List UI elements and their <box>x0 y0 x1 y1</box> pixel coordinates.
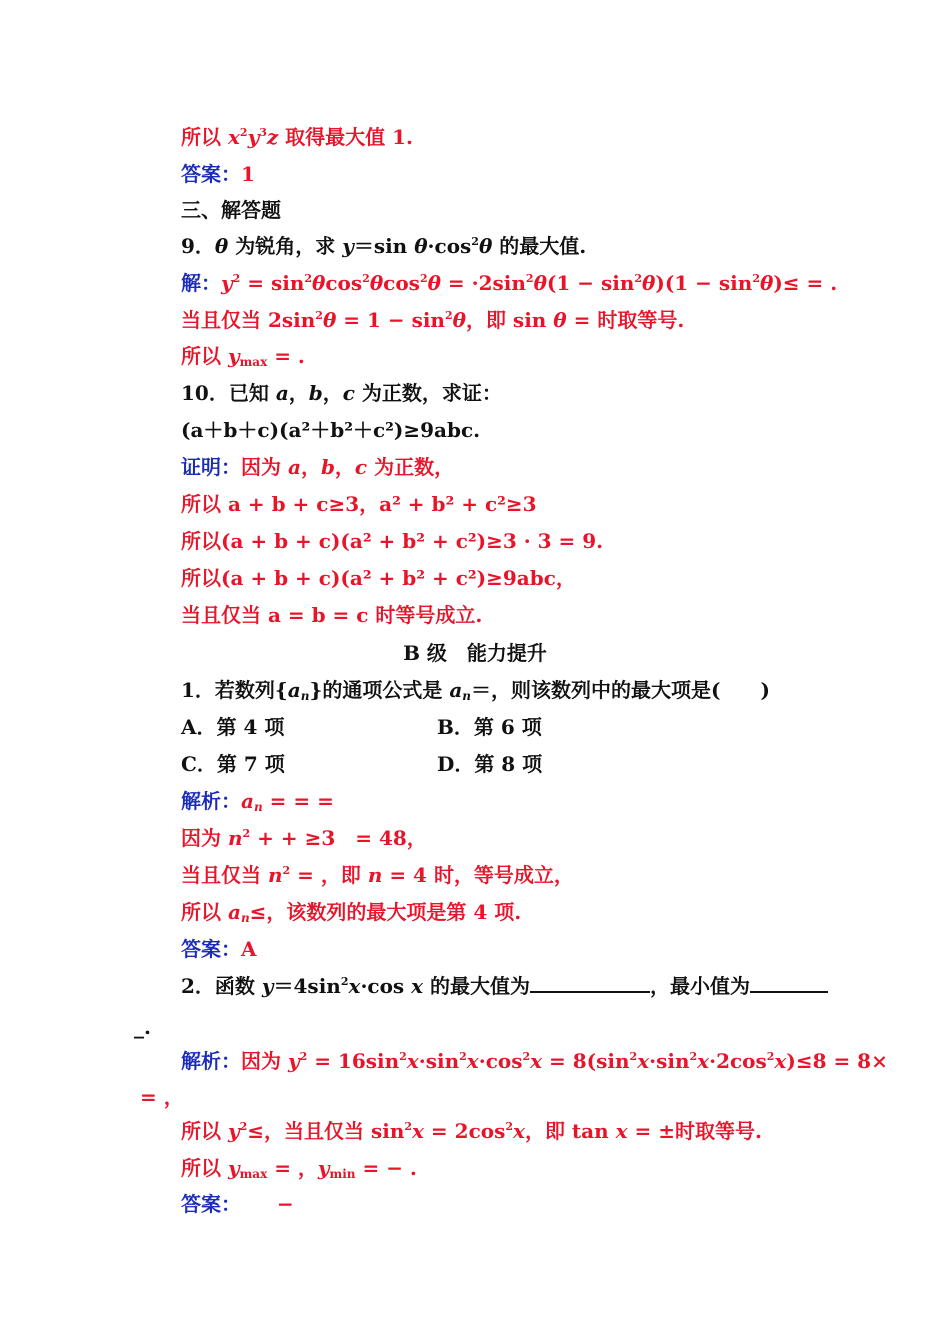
q10-proof-start: 证明：因为 a，b，c 为正数， <box>181 455 455 479</box>
b1-analysis-line-2: 因为 $n^2$ + + ≥3 = 48， <box>181 826 427 850</box>
q10-proof-line-2: 所以(a + b + c)(a² + b² + c²)≥3 · 3 = 9. <box>181 529 604 553</box>
q9-solution: 解：$y^2 = \sin^2\theta\cos^2\theta\cos^2\theta = \cdot 2\sin^2\theta(1 - \sin^2\theta)(1 - \sin^2\theta)\le$ = . <box>181 271 838 295</box>
prev-conclusion-line: 所以 $x^2y^3z$ 取得最大值 1. <box>181 125 414 149</box>
q10-proof-line-1: 所以 a + b + c≥3，a² + b² + c²≥3 <box>181 492 537 516</box>
b1-analysis-line-1: 解析：$a_n$ = = = <box>181 789 334 814</box>
q9-max-line: 所以 $y_{max}$ = . <box>181 344 305 369</box>
level-b-heading: B 级 能力提升 <box>403 641 547 665</box>
b1-stem: 1．若数列$\{a_n\}$的通项公式是 $a_n=$，则该数列中的最大项是( ) <box>181 678 770 703</box>
b2-analysis-wrap: = ， <box>140 1085 184 1109</box>
q10-inequality: (a＋b＋c)(a²＋b²＋c²)≥9abc. <box>181 418 481 442</box>
b2-stem-tail: _. <box>134 1015 151 1039</box>
q10-stem: 10．已知 a，b，c 为正数，求证： <box>181 381 502 405</box>
b1-answer-line: 答案：A <box>181 937 257 961</box>
b1-option-b: B．第 6 项 <box>437 715 542 739</box>
b2-analysis-line-2: 所以 $y^2\le$，当且仅当 $\sin^2x = 2\cos^2x$，即 tan x = ±时取等号. <box>181 1119 762 1143</box>
b2-analysis-line-3: 所以 $y_{max}$ = ，$y_{min}$ = − . <box>181 1156 417 1181</box>
section-heading: 三、解答题 <box>181 198 281 222</box>
b1-analysis-line-4: 所以 $a_n\le$，该数列的最大项是第 4 项. <box>181 900 522 925</box>
q9-stem: 9．θ 为锐角，求 y＝sin $\theta\cdot\cos^2\theta$ 的最大值. <box>181 234 587 258</box>
blank-min <box>750 987 828 993</box>
b2-answer-line: 答案： − <box>181 1192 294 1216</box>
q9-equality-condition: 当且仅当 $2\sin^2\theta = 1 - \sin^2\theta$，即 sin θ = 时取等号. <box>181 308 685 332</box>
b1-option-c: C．第 7 项 <box>181 752 285 776</box>
q10-proof-line-4: 当且仅当 a = b = c 时等号成立. <box>181 603 483 627</box>
b2-analysis-line-1: 解析：因为 $y^2 = 16\sin^2x\cdot\sin^2x\cdot\cos^2x = 8(\sin^2x\cdot\sin^2x\cdot 2\cos^2x)\le 8 = 8\times$ <box>181 1049 888 1073</box>
b1-analysis-line-3: 当且仅当 $n^2$ = ，即 n = 4 时，等号成立， <box>181 863 574 887</box>
blank-max <box>530 987 650 993</box>
b1-option-d: D．第 8 项 <box>437 752 543 776</box>
b1-option-a: A．第 4 项 <box>181 715 285 739</box>
prev-answer-line: 答案：1 <box>181 162 255 186</box>
b2-stem: 2．函数 $y=4\sin^2x\cdot\cos$ x 的最大值为 ，最小值为 <box>181 973 828 999</box>
q10-proof-line-3: 所以(a + b + c)(a² + b² + c²)≥9abc， <box>181 566 576 590</box>
